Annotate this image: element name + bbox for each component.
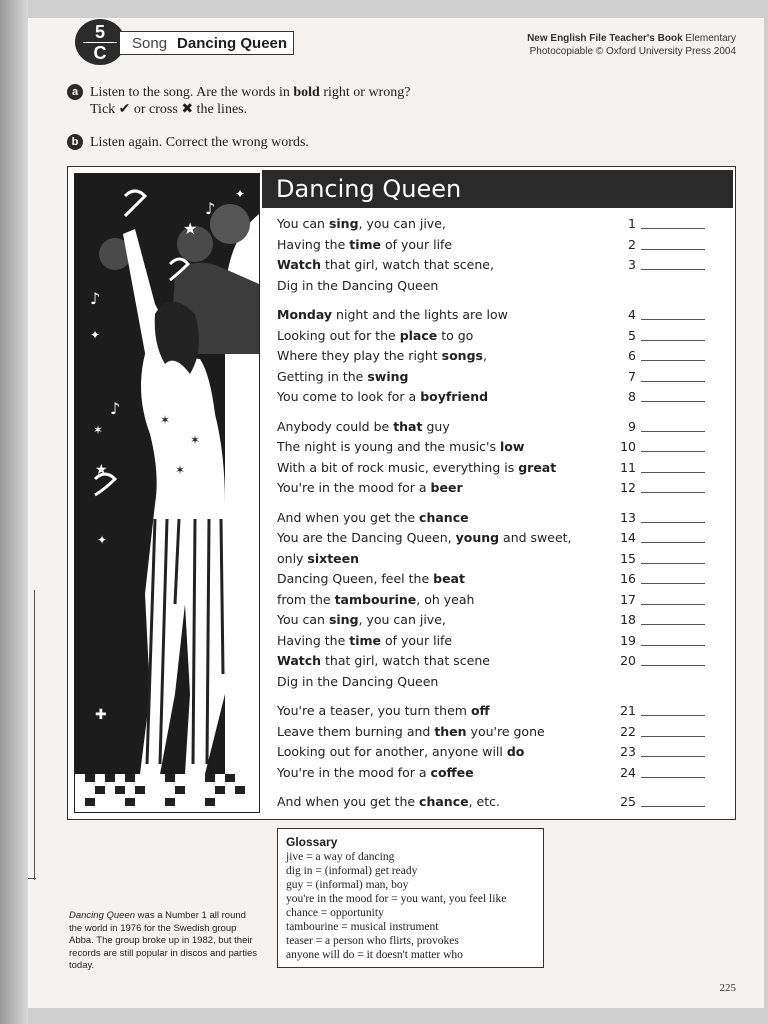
note-song-title: Dancing Queen (69, 910, 136, 921)
svg-text:✦: ✦ (235, 187, 246, 201)
lyric-line (277, 549, 717, 569)
line-number: 17 (620, 591, 636, 607)
lyric-line (277, 763, 717, 783)
lyric-line (277, 610, 717, 630)
line-number: 2 (628, 236, 636, 252)
lyric-bold-word: tambourine (334, 591, 417, 607)
publisher-info (527, 32, 736, 58)
song-label: Song (132, 34, 168, 52)
answer-blank[interactable] (641, 228, 705, 229)
margin-line-end (28, 878, 36, 879)
answer-blank[interactable] (641, 665, 705, 666)
lyric-text-end: to go (437, 327, 474, 343)
instruction-b-bullet: b (67, 134, 83, 150)
lyric-bold-word: coffee (430, 764, 474, 780)
answer-blank[interactable] (641, 451, 705, 452)
lyric-line (277, 437, 717, 457)
line-number: 19 (620, 632, 636, 648)
answer-blank[interactable] (641, 522, 705, 523)
answer-blank[interactable] (641, 806, 705, 807)
line-number: 11 (620, 459, 636, 475)
song-background-note (69, 910, 259, 973)
lyric-text-end: , etc. (468, 794, 500, 809)
lyric-text: And when you get the (277, 509, 420, 525)
lyric-text: You can (277, 612, 329, 627)
answer-blank[interactable] (641, 381, 705, 382)
lyric-text: With a bit of rock music, everything is (277, 459, 519, 475)
svg-text:♪: ♪ (110, 399, 121, 418)
svg-text:✦: ✦ (90, 328, 101, 342)
dancer-illustration-svg (75, 174, 259, 812)
lyric-bold-word: swing (367, 368, 409, 384)
line-number: 8 (628, 389, 636, 404)
answer-blank[interactable] (641, 472, 705, 473)
lyric-text: Dig in the Dancing Queen (277, 673, 439, 689)
answer-blank[interactable] (641, 319, 705, 320)
lyric-line (277, 590, 717, 610)
glossary-item: guy = (informal) man, boy (286, 879, 409, 891)
line-number: 6 (628, 348, 636, 363)
lyric-bold-word: chance (419, 794, 469, 809)
glossary-item: you're in the mood for = you want, you feel like (286, 893, 507, 905)
instruction-a-bold: bold (293, 85, 320, 100)
lyric-text: Dig in the Dancing Queen (277, 277, 439, 293)
lyric-text-end: of your life (381, 632, 453, 648)
lyric-line (277, 631, 717, 651)
answer-blank[interactable] (641, 431, 705, 432)
publisher-line-2: Photocopiable © Oxford University Press 2004 (529, 46, 736, 57)
glossary-item: chance = opportunity (286, 907, 384, 919)
lyric-line (277, 367, 717, 387)
lyric-bold-word: great (518, 459, 557, 475)
instruction-b-text: Listen again. Correct the wrong words. (90, 135, 309, 150)
line-number: 25 (620, 794, 636, 809)
line-number: 13 (620, 509, 636, 525)
lyric-text: Having the (277, 632, 350, 648)
lyric-bold-word: time (349, 632, 382, 648)
song-title: Dancing Queen (177, 34, 288, 52)
svg-text:✚: ✚ (235, 719, 249, 738)
lyric-line (277, 569, 717, 589)
lyric-line (277, 508, 717, 528)
line-number: 21 (620, 703, 636, 718)
glossary-item: jive = a way of dancing (286, 851, 395, 863)
line-number: 16 (620, 571, 636, 586)
answer-blank[interactable] (641, 583, 705, 584)
lyric-text: Dancing Queen, feel the (277, 571, 434, 586)
answer-blank[interactable] (641, 563, 705, 564)
lyric-bold-word: do (506, 744, 525, 759)
lyric-bold-word: sing (328, 216, 359, 231)
answer-blank[interactable] (641, 492, 705, 493)
glossary-item: tambourine = musical instrument (286, 921, 439, 933)
answer-blank[interactable] (641, 756, 705, 757)
lyric-text: You're a teaser, you turn them (277, 703, 471, 718)
lyric-line (277, 305, 717, 325)
glossary-item: dig in = (informal) get ready (286, 865, 418, 877)
lyric-line (277, 528, 717, 548)
lyric-text: Leave them burning and (277, 723, 435, 739)
lyric-line (277, 792, 717, 812)
lyric-bold-word: Watch (277, 257, 322, 272)
book-title: New English File Teacher's Book (527, 33, 683, 44)
line-number: 5 (628, 327, 636, 343)
answer-blank[interactable] (641, 777, 705, 778)
lyric-bold-word: sixteen (307, 550, 360, 566)
page-number: 225 (719, 982, 736, 994)
answer-blank[interactable] (641, 715, 705, 716)
instruction-a-bullet: a (67, 84, 83, 100)
lyric-bold-word: beat (433, 571, 465, 586)
svg-text:♪: ♪ (205, 199, 216, 218)
lyric-bold-word: Watch (277, 653, 322, 668)
svg-text:✚: ✚ (235, 579, 249, 598)
lyric-bold-word: sing (328, 612, 359, 627)
lyric-text: only (277, 550, 308, 566)
lyric-text: You can (277, 216, 329, 231)
instruction-a-text-pre: Listen to the song. Are the words in (90, 85, 294, 100)
song-title-box (120, 31, 294, 55)
line-number: 9 (628, 418, 636, 434)
lyric-line (277, 276, 717, 296)
lyric-bold-word: off (470, 703, 490, 718)
line-number: 4 (628, 307, 636, 322)
lyric-bold-word: then (434, 723, 467, 739)
svg-text:✶: ✶ (160, 413, 171, 427)
answer-blank[interactable] (641, 645, 705, 646)
line-number: 20 (620, 653, 636, 668)
lyric-bold-word: songs (441, 348, 483, 363)
lyric-text: Anybody could be (277, 418, 394, 434)
lyric-text-end: , you can jive, (358, 612, 446, 627)
glossary-item: teaser = a person who flirts, provokes (286, 935, 459, 947)
instruction-a-line-2: Tick ✔ or cross ✖ the lines. (90, 102, 248, 117)
line-number: 22 (620, 723, 636, 739)
line-number: 15 (620, 550, 636, 566)
lyric-text: You're in the mood for a (277, 764, 431, 780)
lyric-line (277, 214, 717, 234)
page-binding-shadow (0, 0, 28, 1024)
svg-text:★: ★ (183, 219, 198, 238)
lyric-line (277, 478, 717, 498)
svg-text:♪: ♪ (90, 289, 101, 308)
lyric-text-end: , (482, 348, 487, 363)
instruction-a-text-post: right or wrong? (319, 85, 411, 100)
lyric-text-end: of your life (381, 236, 453, 252)
svg-text:✚: ✚ (95, 707, 107, 723)
lyric-bold-word: chance (419, 509, 469, 525)
glossary-title: Glossary (286, 835, 338, 849)
answer-blank[interactable] (641, 604, 705, 605)
lyric-text-end: , oh yeah (416, 591, 475, 607)
lyric-line (277, 701, 717, 721)
answer-blank[interactable] (641, 542, 705, 543)
lyric-line (277, 326, 717, 346)
lyric-text: from the (277, 591, 335, 607)
answer-blank[interactable] (641, 360, 705, 361)
lyric-text: Having the (277, 236, 350, 252)
book-level: Elementary (685, 33, 736, 44)
lyric-text-end: you're gone (466, 723, 545, 739)
lyric-text: You're in the mood for a (277, 480, 431, 495)
lyric-bold-word: young (455, 530, 500, 545)
svg-text:✶: ✶ (190, 433, 201, 447)
lyric-bold-word: that (393, 418, 423, 434)
lyric-bold-word: low (499, 439, 525, 454)
lyric-line (277, 672, 717, 692)
lyric-bold-word: time (349, 236, 382, 252)
line-number: 18 (620, 612, 636, 627)
line-number: 10 (620, 439, 636, 454)
lyric-line (277, 458, 717, 478)
lyric-line (277, 235, 717, 255)
lyric-text-end: , you can jive, (358, 216, 446, 231)
lyric-line (277, 387, 717, 407)
answer-blank[interactable] (641, 401, 705, 402)
answer-blank[interactable] (641, 340, 705, 341)
lyric-line (277, 651, 717, 671)
answer-blank[interactable] (641, 269, 705, 270)
lyric-line (277, 346, 717, 366)
lyric-text: Getting in the (277, 368, 368, 384)
margin-line (34, 590, 35, 880)
publisher-line-1 (527, 32, 736, 45)
line-number: 1 (628, 216, 636, 231)
glossary-box (277, 828, 544, 968)
lyric-text-end: that girl, watch that scene, (321, 257, 494, 272)
lyric-text-end: guy (422, 418, 450, 434)
answer-blank[interactable] (641, 249, 705, 250)
lyric-bold-word: beer (430, 480, 463, 495)
lyrics-title: Dancing Queen (262, 170, 733, 208)
lyric-line (277, 417, 717, 437)
unit-badge (75, 19, 125, 65)
svg-text:★: ★ (95, 462, 108, 478)
lyric-bold-word: Monday (277, 307, 333, 322)
lyric-text: You come to look for a (277, 389, 421, 404)
lyric-text: Where they play the right (277, 348, 442, 363)
lyric-text: The night is young and the music's (277, 439, 500, 454)
line-number: 7 (628, 368, 636, 384)
unit-number: 5 (94, 21, 105, 42)
lyric-text: You are the Dancing Queen, (277, 530, 456, 545)
lyric-text-end: that girl, watch that scene (321, 653, 490, 668)
lyric-text: And when you get the (277, 794, 420, 809)
instruction-b (67, 134, 309, 151)
unit-letter: C (93, 42, 107, 63)
lyric-bold-word: boyfriend (420, 389, 489, 404)
lyric-text-end: and sweet, (499, 530, 572, 545)
answer-blank[interactable] (641, 624, 705, 625)
svg-text:✶: ✶ (93, 423, 104, 437)
lyric-text: Looking out for the (277, 327, 400, 343)
note-text: was a Number 1 all round the world in 1976 for the Swedish group Abba. The group broke up in 1982, but their records are still popular in discos and parties today. (69, 910, 257, 971)
lyric-line (277, 722, 717, 742)
lyric-bold-word: place (399, 327, 438, 343)
glossary-items (286, 850, 535, 962)
line-number: 14 (620, 530, 636, 545)
dancing-queen-illustration (74, 173, 260, 813)
svg-text:✶: ✶ (175, 463, 186, 477)
line-number: 24 (620, 764, 636, 780)
line-number: 12 (620, 480, 636, 495)
instruction-a (67, 84, 410, 118)
line-number: 23 (620, 744, 636, 759)
lyric-text: Looking out for another, anyone will (277, 744, 507, 759)
lyric-line (277, 742, 717, 762)
lyric-line (277, 255, 717, 275)
lyric-text-end: night and the lights are low (332, 307, 508, 322)
answer-blank[interactable] (641, 736, 705, 737)
line-number: 3 (628, 257, 636, 272)
glossary-item: anyone will do = it doesn't matter who (286, 949, 463, 961)
svg-text:✦: ✦ (97, 533, 108, 547)
